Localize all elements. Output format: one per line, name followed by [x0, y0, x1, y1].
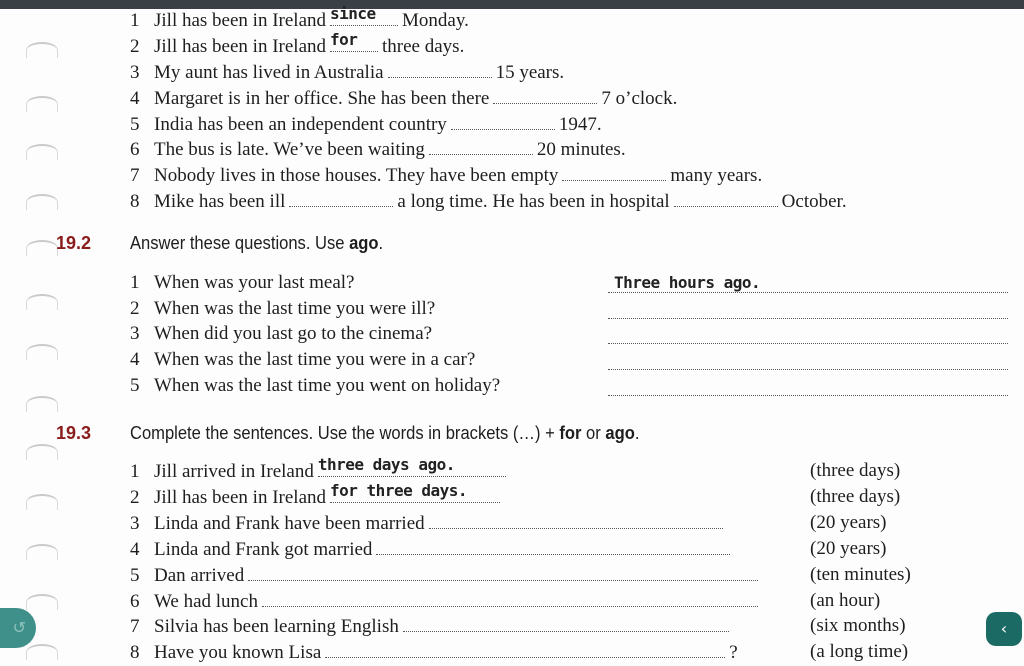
sentence-text: many years. — [670, 165, 763, 186]
answer-blank[interactable] — [262, 590, 758, 607]
sentence-text: We had lunch — [154, 591, 258, 612]
binder-ring — [26, 396, 58, 412]
sentence-text: Margaret is in her office. She has been there — [154, 88, 490, 109]
back-button[interactable] — [986, 612, 1022, 646]
answer-blank[interactable] — [248, 564, 758, 581]
exercise-line: 5 Dan arrived — [130, 564, 762, 587]
answer-blank[interactable] — [429, 138, 533, 155]
binder-ring — [26, 494, 58, 510]
handwritten-answer: three days ago. — [317, 455, 455, 474]
item-number: 2 — [130, 36, 140, 57]
question-text: When was the last time you went on holiday? — [154, 375, 501, 396]
top-bar — [0, 0, 1024, 9]
sentence-text: Jill has been in Ireland — [154, 487, 327, 508]
exercise-line: 3 Linda and Frank have been married — [130, 512, 727, 535]
bracket-hint: (six months) — [810, 615, 906, 636]
binder-ring — [26, 240, 58, 256]
sentence-text: October. — [781, 191, 847, 212]
answer-blank[interactable] — [376, 538, 730, 555]
question-line: 5 When was the last time you went on holiday? — [130, 375, 501, 396]
handwritten-answer: Three hours ago. — [614, 273, 761, 292]
question-line: 2 When was the last time you were ill? — [130, 298, 436, 319]
sentence-text: 1947. — [558, 114, 602, 135]
item-number: 4 — [130, 88, 140, 109]
chevron-left-icon: ‹ — [1000, 619, 1008, 638]
item-number: 8 — [130, 191, 140, 212]
item-number: 5 — [130, 114, 140, 135]
handwritten-answer: for — [330, 30, 358, 49]
answer-blank[interactable] — [608, 379, 1008, 396]
item-number: 6 — [130, 139, 140, 160]
answer-blank[interactable] — [608, 273, 1008, 293]
question-text: When was the last time you were in a car? — [154, 349, 476, 370]
sentence-text: Jill arrived in Ireland — [154, 461, 314, 482]
binder-ring — [26, 294, 58, 310]
question-text: When did you last go to the cinema? — [154, 323, 433, 344]
sentence-text: Have you known Lisa — [154, 642, 322, 663]
sentence-text: a long time. He has been in hospital — [397, 191, 670, 212]
exercise-line: 2 Jill has been in Ireland for three days. — [130, 486, 504, 509]
undo-icon: ↺ — [12, 618, 26, 637]
sentence-text: Silvia has been learning English — [154, 616, 399, 637]
answer-blank[interactable] — [388, 61, 492, 78]
answer-blank[interactable] — [325, 641, 725, 658]
exercise-line: 8 Have you known Lisa ? — [130, 642, 738, 663]
section-number: 19.3 — [56, 423, 92, 443]
handwritten-answer: since — [330, 4, 376, 23]
bracket-hint: (a long time) — [810, 641, 909, 662]
binder-ring — [26, 444, 58, 460]
sentence-text: My aunt has lived in Australia — [154, 62, 384, 83]
binder-ring — [26, 344, 58, 360]
answer-blank[interactable] — [317, 455, 506, 477]
answer-blank[interactable] — [330, 4, 398, 26]
question-line: 4 When was the last time you were in a car? — [130, 349, 476, 370]
exercise-line: 7 Silvia has been learning English — [130, 615, 733, 638]
binder-ring — [26, 42, 58, 58]
sentence-text: Nobody lives in those houses. They have been empty — [154, 165, 559, 186]
binder-ring — [26, 144, 58, 160]
sentence-text: Linda and Frank got married — [154, 539, 373, 560]
answer-blank[interactable] — [289, 190, 393, 207]
exercise-line — [130, 61, 564, 84]
answer-blank[interactable] — [608, 327, 1008, 344]
bracket-hint: (an hour) — [810, 590, 881, 611]
binder-ring — [26, 544, 58, 560]
item-number: 1 — [130, 10, 140, 31]
question-text: When was your last meal? — [154, 272, 355, 293]
bracket-hint: (ten minutes) — [810, 564, 911, 585]
binder-ring — [26, 644, 58, 660]
undo-button[interactable] — [0, 608, 36, 648]
section-number: 19.2 — [56, 233, 92, 253]
bracket-hint: (three days) — [810, 486, 901, 507]
section-title: Complete the sentences. Use the words in brackets (…) + for or ago. — [130, 423, 640, 443]
exercise-line — [130, 4, 469, 32]
answer-blank[interactable] — [330, 481, 500, 503]
answer-blank[interactable] — [674, 190, 778, 207]
handwritten-answer: for three days. — [330, 481, 468, 500]
answer-blank[interactable] — [429, 512, 723, 529]
exercise-line: 6 We had lunch — [130, 590, 762, 613]
exercise-line — [130, 138, 626, 161]
sentence-text: Dan arrived — [154, 565, 245, 586]
question-text: When was the last time you were ill? — [154, 298, 436, 319]
question-line: 3 When did you last go to the cinema? — [130, 323, 433, 344]
sentence-text: three days. — [382, 36, 465, 57]
answer-blank[interactable] — [403, 615, 729, 632]
exercise-line: 1 Jill arrived in Ireland three days ago. — [130, 460, 510, 483]
sentence-text: Jill has been in Ireland — [154, 36, 327, 57]
exercise-line — [130, 190, 847, 213]
sentence-text: 20 minutes. — [536, 139, 626, 160]
bracket-hint: (three days) — [810, 460, 901, 481]
exercise-line — [130, 87, 677, 110]
binder-ring — [26, 194, 58, 210]
answer-blank[interactable] — [608, 353, 1008, 370]
exercise-line — [130, 113, 602, 136]
binder-ring — [26, 96, 58, 112]
exercise-line — [130, 30, 465, 58]
bracket-hint: (20 years) — [810, 512, 887, 533]
section-title: Answer these questions. Use ago. — [130, 233, 384, 253]
answer-blank[interactable] — [608, 302, 1008, 319]
sentence-text: The bus is late. We’ve been waiting — [154, 139, 425, 160]
item-number: 3 — [130, 62, 140, 83]
answer-blank[interactable] — [562, 164, 666, 181]
exercise-line: 4 Linda and Frank got married — [130, 538, 734, 561]
sentence-text: Jill has been in Ireland — [154, 10, 327, 31]
question-mark: ? — [729, 642, 738, 663]
bracket-hint: (20 years) — [810, 538, 887, 559]
answer-blank[interactable] — [330, 30, 378, 52]
sentence-text: India has been an independent country — [154, 114, 447, 135]
sentence-text: 15 years. — [495, 62, 565, 83]
exercise-line — [130, 164, 762, 187]
item-number: 7 — [130, 165, 140, 186]
question-line: 1 When was your last meal? — [130, 272, 355, 293]
sentence-text: Linda and Frank have been married — [154, 513, 425, 534]
binder-ring — [26, 594, 58, 610]
sentence-text: Mike has been ill — [154, 191, 286, 212]
answer-blank[interactable] — [451, 113, 555, 130]
sentence-text: Monday. — [402, 10, 469, 31]
answer-blank[interactable] — [493, 87, 597, 104]
sentence-text: 7 o’clock. — [601, 88, 678, 109]
